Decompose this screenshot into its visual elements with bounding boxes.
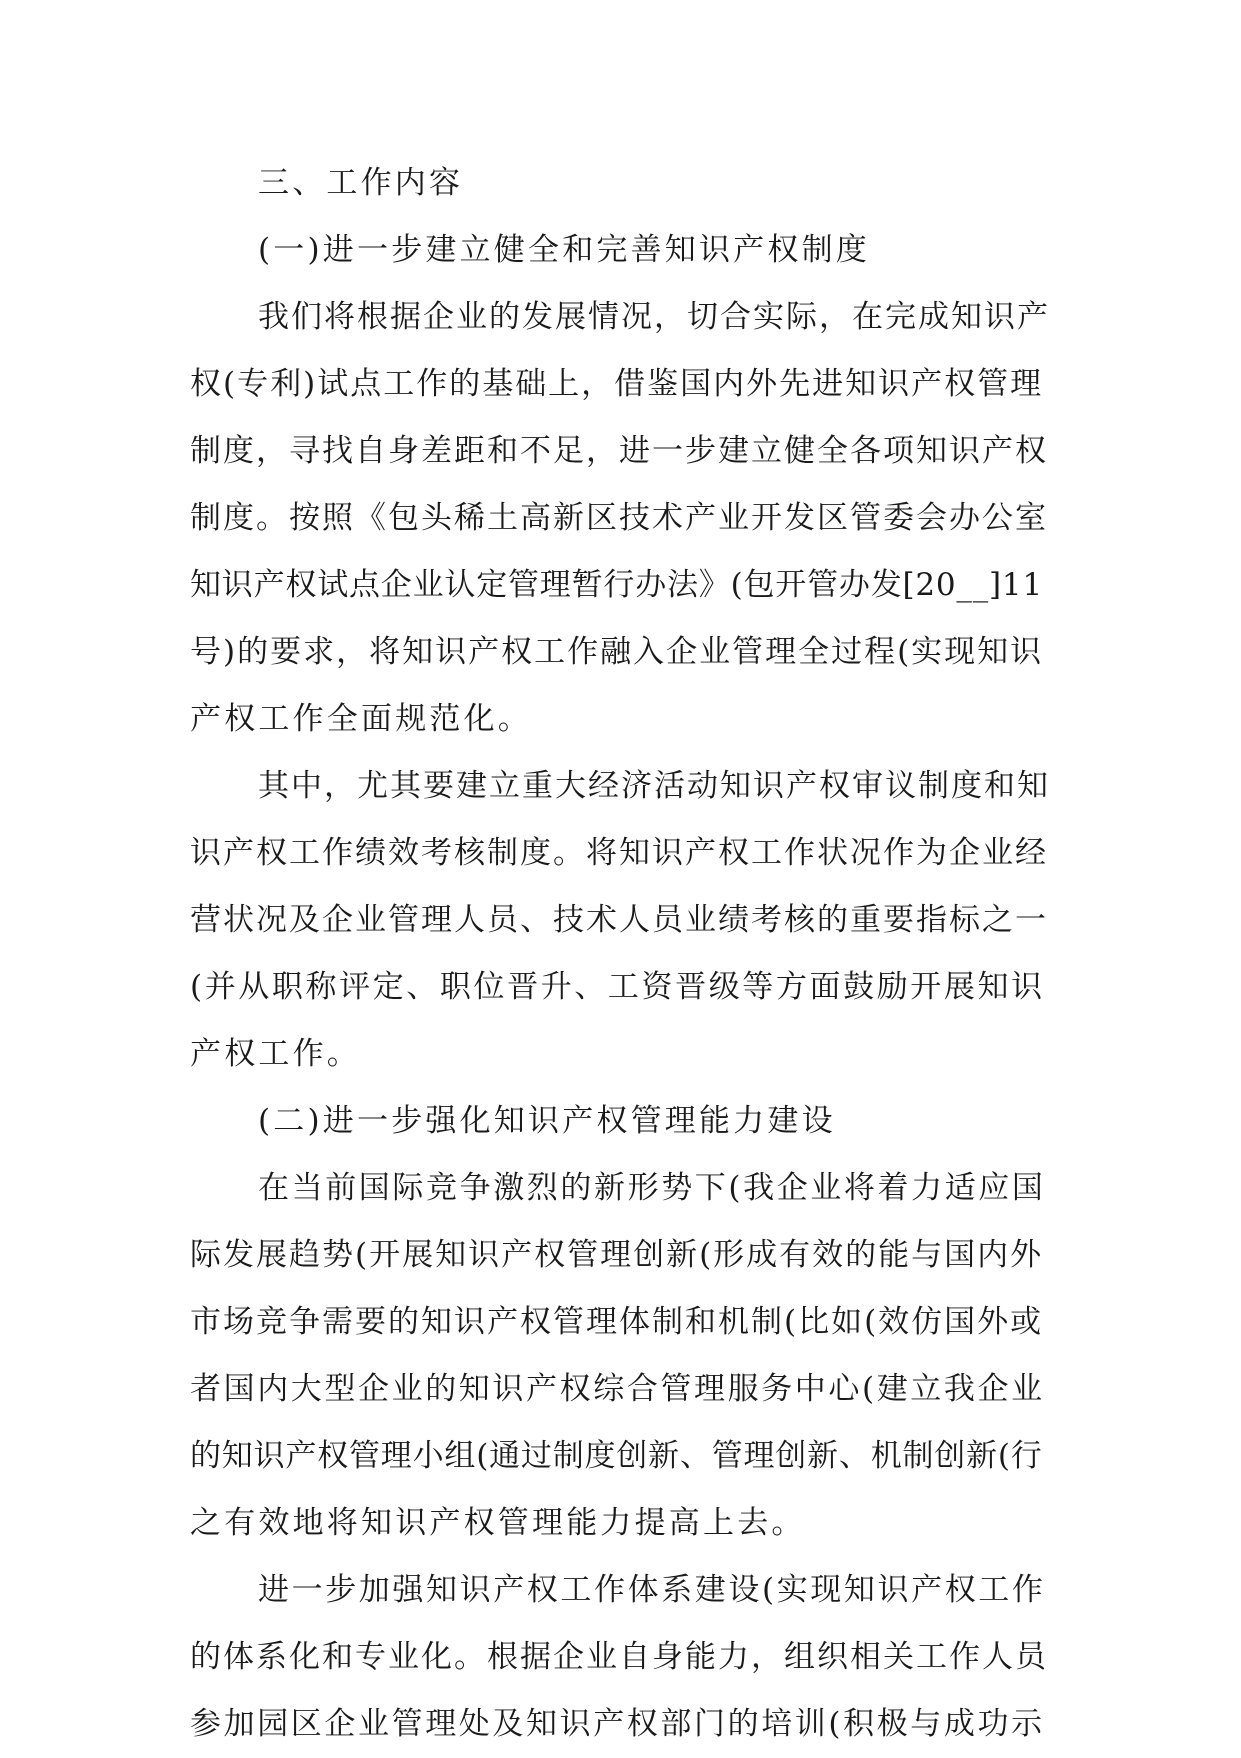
text-line: 产权工作。: [190, 1036, 361, 1072]
text-line: 权(专利)试点工作的基础上，借鉴国内外先进知识产权管理: [190, 366, 1044, 402]
text-line: 的体系化和专业化。根据企业自身能力，组织相关工作人员: [190, 1639, 1048, 1675]
text-line: 参加园区企业管理处及知识产权部门的培训(积极与成功示: [190, 1706, 1045, 1742]
text-line: 号)的要求，将知识产权工作融入企业管理全过程(实现知识: [190, 634, 1044, 670]
text-line: 的知识产权管理小组(通过制度创新、管理创新、机制创新(行: [190, 1438, 1043, 1474]
text-line: 者国内大型企业的知识产权综合管理服务中心(建立我企业: [190, 1371, 1045, 1407]
text-line: 产权工作全面规范化。: [190, 701, 532, 737]
text-line: 我们将根据企业的发展情况，切合实际，在完成知识产: [258, 299, 1050, 335]
text-line: (一)进一步建立健全和完善知识产权制度: [258, 232, 870, 268]
text-line: 际发展趋势(开展知识产权管理创新(形成有效的能与国内外: [190, 1237, 1044, 1273]
text-line: 制度。按照《包头稀土高新区技术产业开发区管委会办公室: [190, 500, 1048, 536]
document-body: [190, 150, 1050, 1758]
text-line: 知识产权试点企业认定管理暂行办法》(包开管办发[20__]11: [190, 567, 1043, 603]
text-line: 识产权工作绩效考核制度。将知识产权工作状况作为企业经: [190, 835, 1048, 871]
text-line: 之有效地将知识产权管理能力提高上去。: [190, 1505, 806, 1541]
text-line: 制度，寻找自身差距和不足，进一步建立健全各项知识产权: [190, 433, 1048, 469]
text-line: 营状况及企业管理人员、技术人员业绩考核的重要指标之一: [190, 902, 1048, 938]
text-line: 在当前国际竞争激烈的新形势下(我企业将着力适应国: [258, 1170, 1046, 1206]
text-line: (二)进一步强化知识产权管理能力建设: [258, 1103, 836, 1139]
text-line: 三、工作内容: [258, 165, 464, 201]
text-line: 进一步加强知识产权工作体系建设(实现知识产权工作: [258, 1572, 1046, 1608]
text-line: (并从职称评定、职位晋升、工资晋级等方面鼓励开展知识: [190, 969, 1045, 1005]
text-line: 其中，尤其要建立重大经济活动知识产权审议制度和知: [258, 768, 1050, 804]
text-line: 市场竞争需要的知识产权管理体制和机制(比如(效仿国外或: [190, 1304, 1044, 1340]
